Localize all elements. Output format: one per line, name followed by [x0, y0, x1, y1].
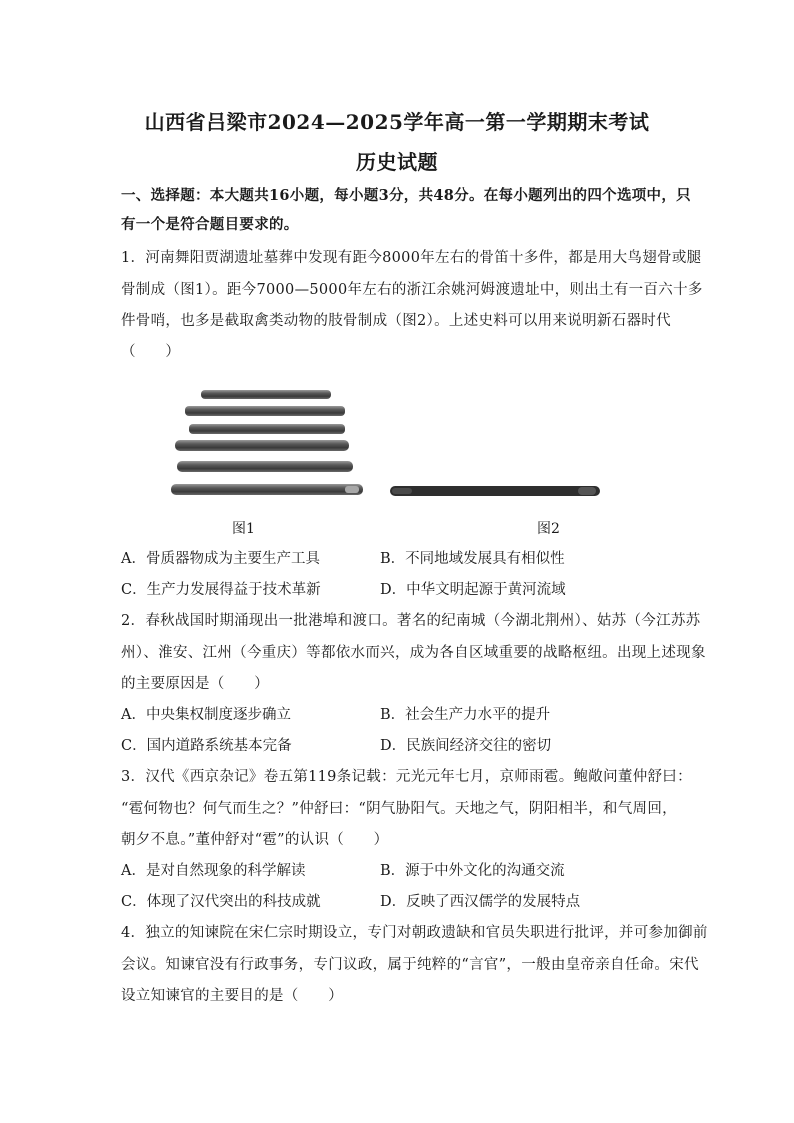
q4-text-line-3: 设立知谏官的主要目的是（ ）	[121, 988, 343, 1004]
q3-text-line-1: 3．汉代《西京杂记》卷五第119条记载：元光元年七月，京师雨雹。鲍敞问董仲舒曰：	[121, 769, 692, 785]
q3-text-line-2: “雹何物也？何气而生之？”仲舒曰：“阴气胁阳气。天地之气，阴阳相半，和气周回，	[121, 801, 677, 817]
q1-text-line-3: 件骨哨，也多是截取禽类动物的肢骨制成（图2）。上述史料可以用来说明新石器时代	[121, 313, 671, 329]
section-instruction-line-1: 一、选择题：本大题共16小题，每小题3分，共48分。在每小题列出的四个选项中，只	[121, 187, 691, 204]
figure-1-caption: 图1	[232, 521, 255, 537]
q3-text-line-3: 朝夕不息。”董仲舒对“雹”的认识（ ）	[121, 832, 389, 848]
section-instruction-line-2: 有一个是符合题目要求的。	[121, 216, 299, 233]
flute-5	[177, 461, 353, 472]
q2-text-line-3: 的主要原因是（ ）	[121, 676, 269, 692]
q2-text-line-1: 2．春秋战国时期涌现出一批港埠和渡口。著名的纪南城（今湖北荆州）、姑苏（今江苏苏	[121, 613, 701, 629]
q1-text-line-1: 1．河南舞阳贾湖遗址墓葬中发现有距今8000年左右的骨笛十多件，都是用大鸟翅骨或腿	[121, 250, 702, 266]
exam-title: 山西省吕梁市2024—2025学年高一第一学期期末考试	[144, 110, 650, 134]
flute-6	[171, 484, 363, 495]
bone-flutes-figure	[165, 380, 365, 505]
q4-text-line-2: 会议。知谏官没有行政事务，专门议政，属于纯粹的“言官”，一般由皇帝亲自任命。宋代	[121, 957, 699, 973]
q2-option-c: C．国内道路系统基本完备	[121, 738, 292, 754]
flute-3	[189, 424, 345, 434]
q2-text-line-2: 州）、淮安、江州（今重庆）等都依水而兴，成为各自区域重要的战略枢纽。出现上述现象	[121, 645, 706, 661]
flute-4	[175, 440, 349, 451]
q1-option-d: D．中华文明起源于黄河流域	[380, 582, 566, 598]
figure-2-caption: 图2	[537, 521, 560, 537]
q1-option-c: C．生产力发展得益于技术革新	[121, 582, 321, 598]
q3-option-b: B．源于中外文化的沟通交流	[380, 863, 565, 879]
q1-option-a: A．骨质器物成为主要生产工具	[121, 551, 320, 567]
q2-option-d: D．民族间经济交往的密切	[380, 738, 552, 754]
exam-subtitle: 历史试题	[356, 150, 438, 174]
flute-1	[201, 390, 331, 399]
q3-option-c: C．体现了汉代突出的科技成就	[121, 894, 321, 910]
q3-option-d: D．反映了西汉儒学的发展特点	[380, 894, 581, 910]
q2-option-b: B．社会生产力水平的提升	[380, 707, 551, 723]
q1-text-line-4: （ ）	[121, 344, 181, 360]
bone-whistle-figure	[388, 483, 603, 499]
flute-2	[185, 406, 345, 416]
q3-option-a: A．是对自然现象的科学解读	[121, 863, 306, 879]
q2-option-a: A．中央集权制度逐步确立	[121, 707, 291, 723]
q1-text-line-2: 骨制成（图1）。距今7000—5000年左右的浙江余姚河姆渡遗址中，则出土有一百六十多	[121, 282, 703, 298]
q4-text-line-1: 4．独立的知谏院在宋仁宗时期设立，专门对朝政遗缺和官员失职进行批评，并可参加御前	[121, 925, 708, 941]
q1-option-b: B．不同地域发展具有相似性	[380, 551, 565, 567]
